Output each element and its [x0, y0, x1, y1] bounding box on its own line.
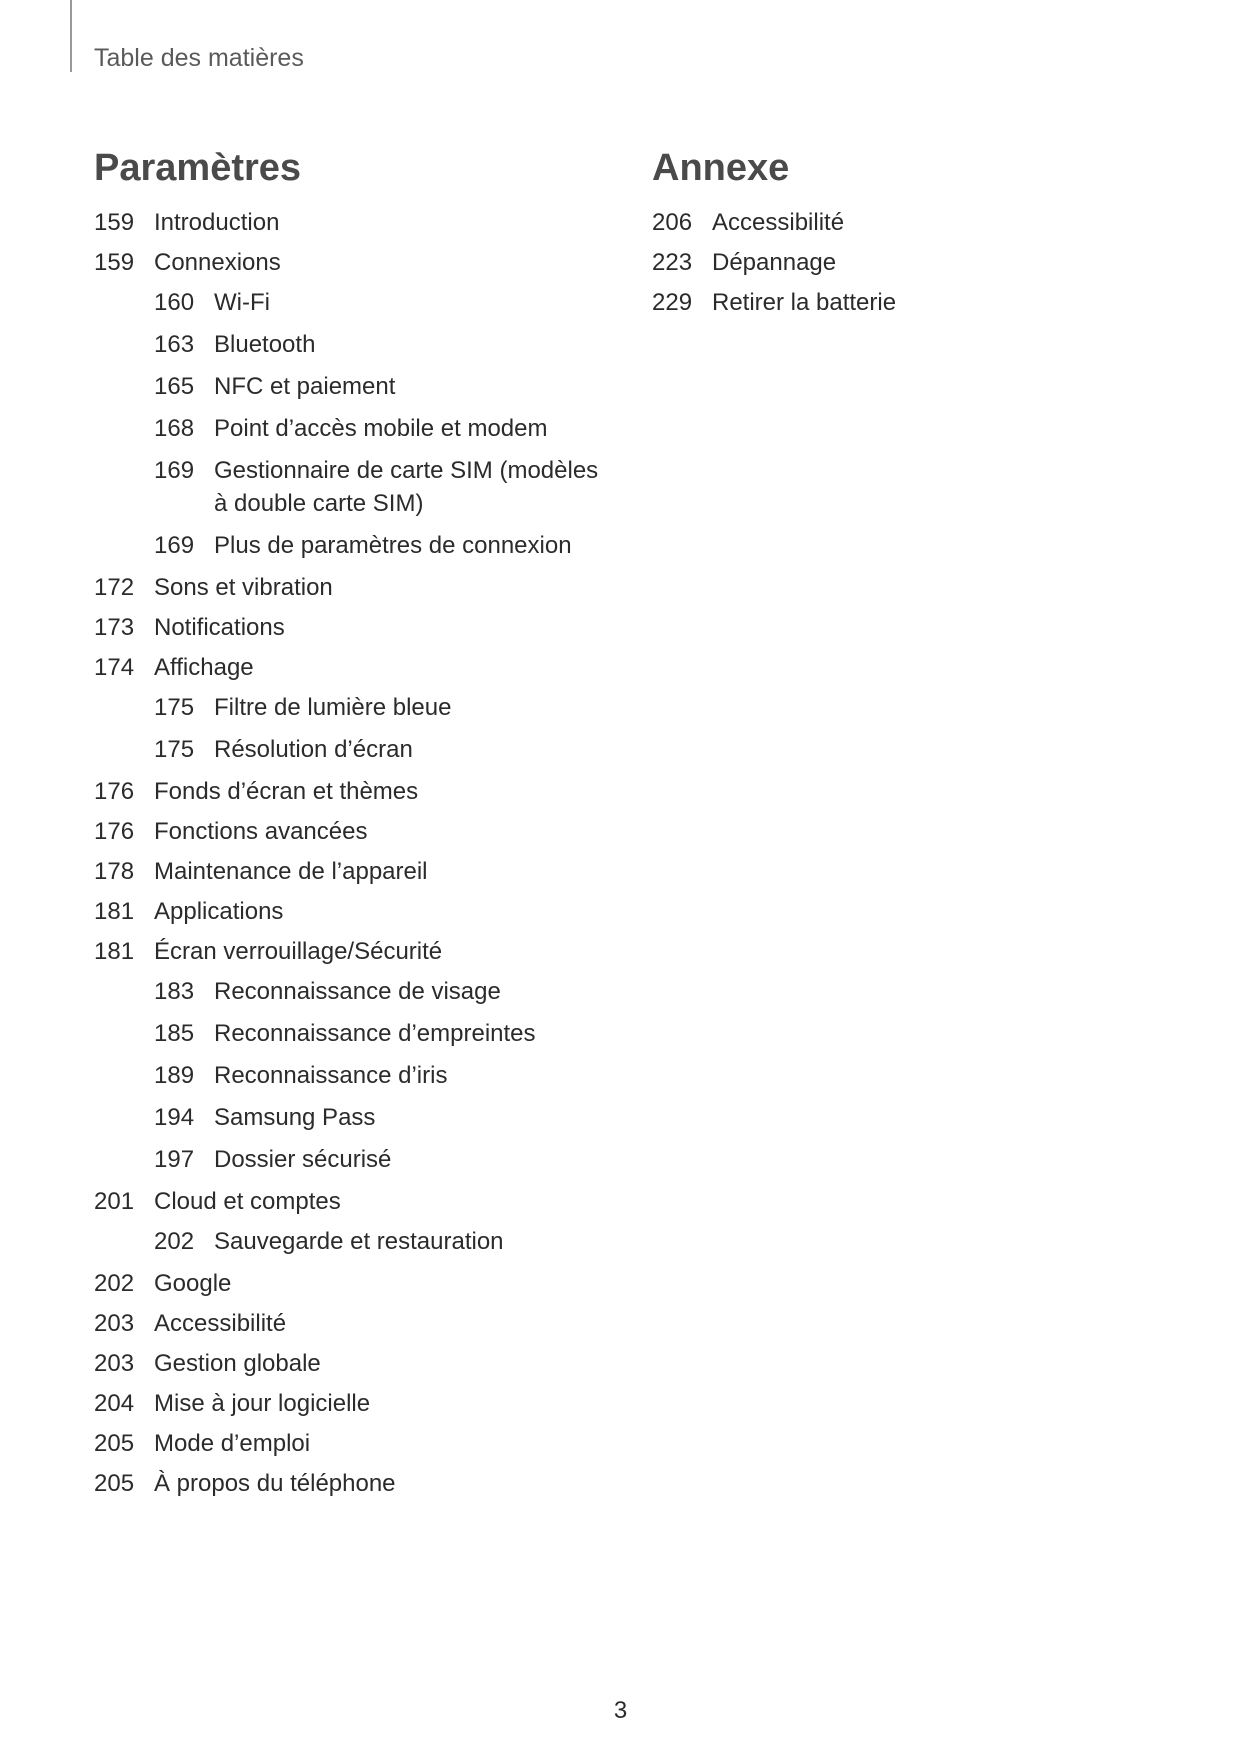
- toc-entry-page: 203: [94, 1350, 135, 1377]
- toc-entry-page: 174: [94, 654, 135, 681]
- toc-entry-page: 201: [94, 1188, 135, 1215]
- toc-entry[interactable]: [94, 1467, 614, 1500]
- toc-entry-title: Samsung Pass: [214, 1104, 376, 1131]
- toc-entry[interactable]: [94, 1307, 614, 1340]
- toc-list-annexe: [652, 206, 1172, 319]
- toc-entry[interactable]: [94, 1267, 614, 1300]
- toc-entry-page: 175: [154, 694, 195, 721]
- toc-entry-title: Affichage: [154, 654, 254, 681]
- toc-entry[interactable]: [94, 935, 614, 968]
- toc-entry-title: Maintenance de l’appareil: [154, 858, 428, 885]
- toc-entry-title: Gestionnaire de carte SIM (modèles à double carte SIM): [214, 457, 599, 517]
- toc-entry-title: Accessibilité: [154, 1310, 287, 1337]
- toc-entry[interactable]: [94, 895, 614, 928]
- toc-entry-title: Reconnaissance d’iris: [214, 1062, 448, 1089]
- toc-entry-page: 165: [154, 373, 195, 400]
- toc-entry[interactable]: [154, 1059, 614, 1092]
- toc-entry-title: Point d’accès mobile et modem: [214, 415, 548, 442]
- toc-entry-page: 185: [154, 1020, 195, 1047]
- toc-entry-page: 202: [94, 1270, 135, 1297]
- toc-entry-title: Filtre de lumière bleue: [214, 694, 452, 721]
- toc-entry[interactable]: [154, 1017, 614, 1050]
- toc-entry-title: Mode d’emploi: [154, 1430, 311, 1457]
- toc-entry-page: 160: [154, 289, 195, 316]
- toc-entry-title: Fonds d’écran et thèmes: [154, 778, 419, 805]
- toc-entry-page: 159: [94, 249, 135, 276]
- toc-entry-title: Notifications: [154, 614, 285, 641]
- toc-entry-title: À propos du téléphone: [154, 1470, 396, 1497]
- toc-entry-title: Résolution d’écran: [214, 736, 413, 763]
- toc-entry-title: Écran verrouillage/Sécurité: [154, 938, 443, 965]
- toc-entry-title: Mise à jour logicielle: [154, 1390, 371, 1417]
- toc-entry-title: NFC et paiement: [214, 373, 396, 400]
- toc-column-annexe: [652, 142, 1172, 326]
- toc-entry-page: 223: [652, 249, 693, 276]
- toc-entry-page: 168: [154, 415, 195, 442]
- toc-entry-page: 229: [652, 289, 693, 316]
- toc-entry-page: 163: [154, 331, 195, 358]
- toc-entry[interactable]: [652, 286, 1172, 319]
- toc-entry-title: Accessibilité: [712, 209, 845, 236]
- toc-entry[interactable]: [154, 529, 614, 562]
- toc-entry-title: Connexions: [154, 249, 281, 276]
- toc-entry[interactable]: [154, 1143, 614, 1176]
- toc-entry[interactable]: [154, 691, 614, 724]
- toc-entry-title: Reconnaissance d’empreintes: [214, 1020, 536, 1047]
- toc-entry-page: 194: [154, 1104, 195, 1131]
- toc-entry-title: Fonctions avancées: [154, 818, 368, 845]
- toc-entry[interactable]: [652, 246, 1172, 279]
- toc-entry-page: 204: [94, 1390, 135, 1417]
- toc-entry-title: Dossier sécurisé: [214, 1146, 392, 1173]
- toc-entry-page: 169: [154, 532, 195, 559]
- toc-entry[interactable]: [154, 733, 614, 766]
- toc-entry-page: 189: [154, 1062, 195, 1089]
- toc-entry-page: 159: [94, 209, 135, 236]
- toc-entry-title: Wi-Fi: [214, 289, 270, 316]
- toc-entry-title: Sauvegarde et restauration: [214, 1228, 504, 1255]
- toc-entry-page: 181: [94, 898, 135, 925]
- toc-entry[interactable]: [94, 775, 614, 808]
- toc-entry[interactable]: [94, 1427, 614, 1460]
- toc-entry-page: 202: [154, 1228, 195, 1255]
- toc-entry-page: 178: [94, 858, 135, 885]
- toc-entry-page: 205: [94, 1430, 135, 1457]
- toc-entry-page: 173: [94, 614, 135, 641]
- toc-entry-page: 203: [94, 1310, 135, 1337]
- toc-entry-page: 183: [154, 978, 195, 1005]
- toc-entry[interactable]: [154, 412, 614, 445]
- toc-entry[interactable]: [154, 454, 614, 520]
- toc-entry-page: 172: [94, 574, 135, 601]
- toc-entry-title: Dépannage: [712, 249, 837, 276]
- toc-entry-page: 205: [94, 1470, 135, 1497]
- toc-entry-page: 175: [154, 736, 195, 763]
- toc-entry-title: Introduction: [154, 209, 280, 236]
- toc-entry-title: Cloud et comptes: [154, 1188, 341, 1215]
- toc-entry[interactable]: [154, 286, 614, 319]
- toc-entry[interactable]: [94, 815, 614, 848]
- toc-entry-page: 176: [94, 818, 135, 845]
- toc-entry[interactable]: [94, 1347, 614, 1380]
- toc-entry[interactable]: [154, 370, 614, 403]
- toc-entry[interactable]: [94, 855, 614, 888]
- section-title-annexe: Annexe: [652, 147, 790, 189]
- toc-entry-page: 181: [94, 938, 135, 965]
- toc-entry[interactable]: [154, 975, 614, 1008]
- toc-entry-title: Reconnaissance de visage: [214, 978, 501, 1005]
- toc-entry-title: Plus de paramètres de connexion: [214, 532, 572, 559]
- toc-entry[interactable]: [94, 246, 614, 279]
- header-title: Table des matières: [94, 44, 304, 72]
- toc-entry-page: 206: [652, 209, 693, 236]
- toc-entry-title: Gestion globale: [154, 1350, 321, 1377]
- toc-entry-title: Google: [154, 1270, 232, 1297]
- toc-entry[interactable]: [154, 328, 614, 361]
- toc-entry-title: Applications: [154, 898, 284, 925]
- section-title-parametres: Paramètres: [94, 147, 302, 189]
- toc-entry[interactable]: [154, 1101, 614, 1134]
- toc-entry[interactable]: [652, 206, 1172, 239]
- header-rule: [70, 0, 72, 72]
- toc-entry[interactable]: [94, 571, 614, 604]
- toc-entry[interactable]: [94, 651, 614, 684]
- toc-entry-title: Bluetooth: [214, 331, 316, 358]
- toc-entry-page: 176: [94, 778, 135, 805]
- toc-entry-title: Sons et vibration: [154, 574, 333, 601]
- toc-entry-title: Retirer la batterie: [712, 289, 897, 316]
- toc-column-parametres: [94, 142, 614, 1507]
- toc-list-parametres: [94, 206, 614, 1500]
- toc-entry[interactable]: [94, 1387, 614, 1420]
- toc-entry-page: 169: [154, 457, 195, 484]
- toc-entry[interactable]: [94, 611, 614, 644]
- toc-entry[interactable]: [154, 1225, 614, 1258]
- toc-entry-page: 197: [154, 1146, 195, 1173]
- page-number: 3: [613, 1697, 628, 1724]
- toc-entry[interactable]: [94, 206, 614, 239]
- toc-entry[interactable]: [94, 1185, 614, 1218]
